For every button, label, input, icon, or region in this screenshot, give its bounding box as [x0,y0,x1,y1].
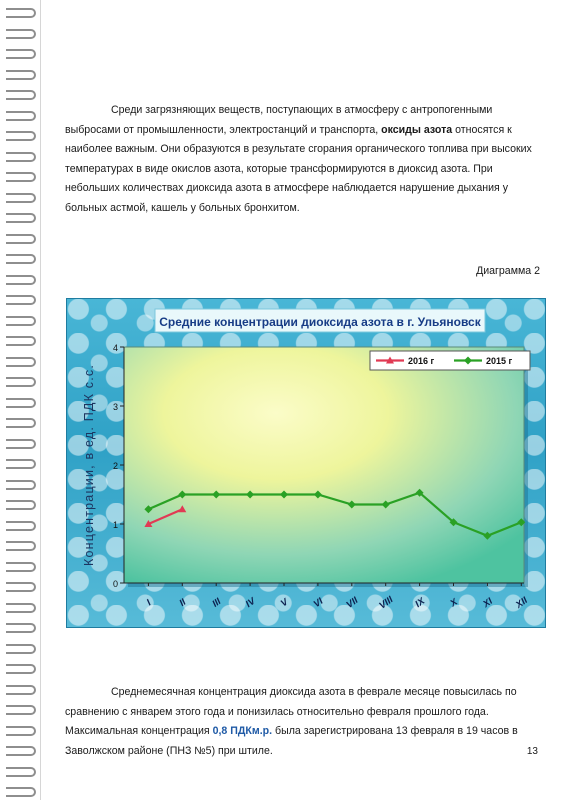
binding-ring [6,582,36,592]
x-tick-label: II [177,596,189,609]
binding-ring [6,131,36,141]
binding-ring [6,480,36,490]
binding-ring [6,70,36,80]
binding-ring [6,562,36,572]
binding-ring [6,459,36,469]
y-tick-label: 3 [112,402,118,412]
y-tick-label: 0 [112,579,118,589]
binding-ring [6,521,36,531]
intro-text-end: относятся к наиболее важным. Они образуются в результате сгорания органического топлива при высоких температурах в виде окислов азота, которые трансформируются в диоксид азота. При небольших количествах диоксида азота в атмосфере наблюдается нарушение дыхания у больных астмой, кашель у больных бронхитом. [65,123,532,214]
max-concentration-value: 0,8 ПДКм.р. [212,725,273,737]
binding-ring [6,336,36,346]
diagram-caption: Диаграмма 2 [476,265,540,277]
binding-ring [6,500,36,510]
y-axis-label: Концентрации, в ед. ПДК с.с. [82,364,96,566]
binding-ring [6,787,36,797]
binding-ring [6,295,36,305]
binding-ring [6,111,36,121]
binding-ring [6,726,36,736]
x-tick-label: V [278,596,291,610]
binding-ring [6,644,36,654]
binding-ring [6,705,36,715]
x-tick-label: XII [513,595,530,611]
binding-ring [6,275,36,285]
x-tick-label: III [210,596,224,610]
plot-area [124,347,524,583]
summary-text-end: была зарегистрирована 13 февраля в 19 часов в Заволжском районе (ПНЗ №5) при штиле. [65,725,518,757]
binding-ring [6,746,36,756]
legend-label: 2015 г [486,356,513,366]
binding-ring [6,193,36,203]
page-number: 13 [526,746,538,757]
binding-ring [6,316,36,326]
x-tick-label: VIII [377,594,396,612]
binding-ring [6,685,36,695]
x-tick-label: XI [481,595,495,611]
binding-ring [6,8,36,18]
binding-ring [6,254,36,264]
chart-title: Средние концентрации диоксида азота в г. Ульяновск [159,315,481,329]
binding-ring [6,377,36,387]
binding-ring [6,418,36,428]
legend-label: 2016 г [408,356,435,366]
summary-paragraph [65,683,547,761]
no2-concentration-chart [67,299,545,627]
binding-ring [6,664,36,674]
binding-ring [6,439,36,449]
y-tick-label: 4 [112,343,118,353]
x-tick-label: X [448,596,460,610]
y-tick-label: 1 [112,520,118,530]
spiral-binding [0,0,41,800]
binding-ring [6,49,36,59]
x-tick-label: IX [413,595,427,611]
intro-bold-term: оксиды азота [381,123,453,136]
binding-ring [6,623,36,633]
intro-text-start: Среди загрязняющих веществ, поступающих в атмосферу с антропогенными выбросами от промышленности, электростанций и транспорта, [65,104,493,136]
binding-ring [6,172,36,182]
chart-frame [66,298,546,628]
binding-ring [6,357,36,367]
binding-ring [6,541,36,551]
binding-ring [6,603,36,613]
summary-text-start: Среднемесячная концентрация диоксида азота в феврале месяце повысилась по сравнению с январем этого года и понизилась относительно февраля прошлого года. Максимальная концентрация [65,686,517,737]
binding-ring [6,234,36,244]
binding-ring [6,152,36,162]
binding-ring [6,90,36,100]
x-tick-label: VI [311,595,326,611]
binding-ring [6,213,36,223]
x-tick-label: I [144,597,154,609]
binding-ring [6,29,36,39]
intro-paragraph [65,101,547,218]
x-tick-label: IV [243,595,258,611]
binding-ring [6,398,36,408]
x-tick-label: VII [344,595,361,611]
y-tick-label: 2 [112,461,118,471]
binding-ring [6,767,36,777]
